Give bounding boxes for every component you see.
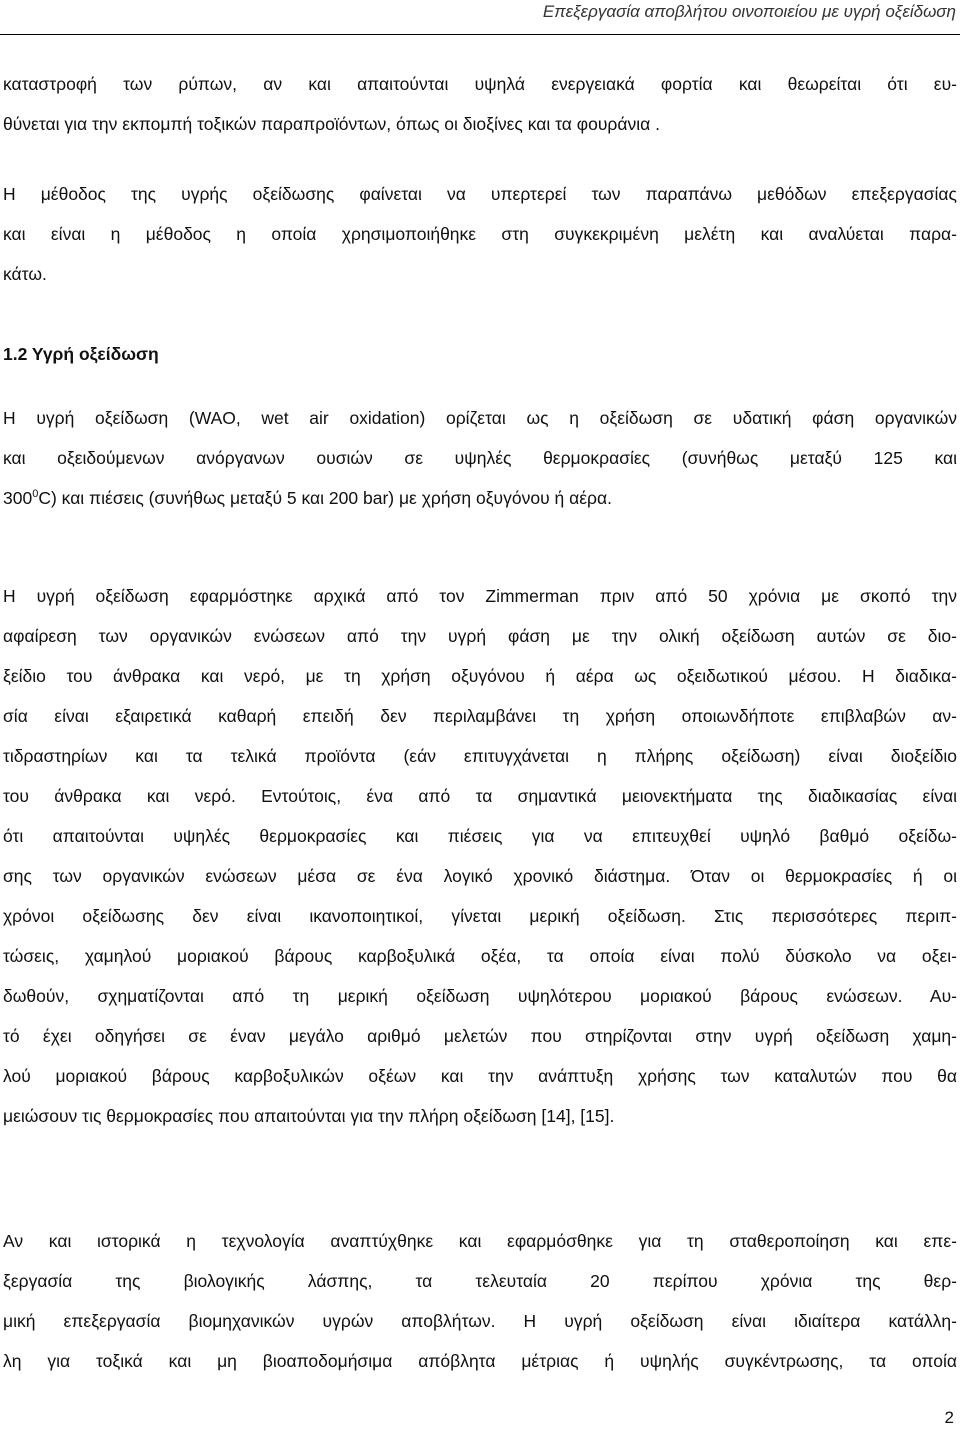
running-header: Επεξεργασία αποβλήτου οινοποιείου με υγρή οξείδωση [542, 2, 956, 21]
text-line: ξεργασία της βιολογικής λάσπης, τα τελευταία 20 περίπου χρόνια της θερ- [3, 1271, 957, 1291]
paragraph-definition [3, 398, 957, 518]
text-line: κάτω. [3, 264, 47, 284]
text-line: Αν και ιστορικά η τεχνολογία αναπτύχθηκε και εφαρμόσθηκε για τη σταθεροποίηση και επε- [3, 1231, 957, 1251]
text-line: τιδραστηρίων και τα τελικά προϊόντα (εάν επιτυγχάνεται η πλήρης οξείδωση) είναι διοξείδιο [3, 746, 957, 766]
text-line: τό έχει οδηγήσει σε έναν μεγάλο αριθμό μελετών που στηρίζονται στην υγρή οξείδωση χαμη- [3, 1026, 957, 1046]
text-fragment: C) και πιέσεις (συνήθως μεταξύ 5 και 200 bar) με χρήση οξυγόνου ή αέρα. [38, 488, 612, 508]
text-line: λη για τοξικά και μη βιοαποδομήσιμα απόβλητα μέτριας ή υψηλής συγκέντρωσης, τα οποία [3, 1351, 957, 1371]
text-line: καταστροφή των ρύπων, αν και απαιτούνται υψηλά ενεργειακά φορτία και θεωρείται ότι ευ- [3, 74, 957, 94]
text-line: σία είναι εξαιρετικά καθαρή επειδή δεν περιλαμβάνει τη χρήση οποιωνδήποτε επιβλαβών αν- [3, 706, 957, 726]
text-line: του άνθρακα και νερό. Εντούτοις, ένα από τα σημαντικά μειονεκτήματα της διαδικασίας είναι [3, 786, 957, 806]
paragraph-history [3, 576, 957, 1136]
text-line: ξείδιο του άνθρακα και νερό, με τη χρήση οξυγόνου ή αέρα ως οξειδωτικού μέσου. Η διαδικα- [3, 666, 957, 686]
text-line [3, 478, 957, 518]
text-line: Η μέθοδος της υγρής οξείδωσης φαίνεται να υπερτερεί των παραπάνω μεθόδων επεξεργασίας [3, 184, 957, 204]
section-heading: 1.2 Υγρή οξείδωση [3, 344, 159, 364]
text-line: θύνεται για την εκπομπή τοξικών παραπροϊόντων, όπως οι διοξίνες και τα φουράνια . [3, 114, 660, 134]
text-line: μική επεξεργασία βιομηχανικών υγρών αποβλήτων. Η υγρή οξείδωση είναι ιδιαίτερα κατάλλη- [3, 1311, 957, 1331]
header-rule [0, 34, 960, 35]
paragraph-method [3, 174, 957, 294]
text-line: ότι απαιτούνται υψηλές θερμοκρασίες και πιέσεις για να επιτευχθεί υψηλό βαθμό οξείδω- [3, 826, 957, 846]
text-line: αφαίρεση των οργανικών ενώσεων από την υγρή φάση με την ολική οξείδωση αυτών σε διο- [3, 626, 957, 646]
paragraph-continuation [3, 64, 957, 144]
page-number: 2 [944, 1408, 954, 1427]
text-line: μειώσουν τις θερμοκρασίες που απαιτούνται για την πλήρη οξείδωση [14], [15]. [3, 1106, 615, 1126]
text-line: τώσεις, χαμηλού μοριακού βάρους καρβοξυλικά οξέα, τα οποία είναι πολύ δύσκολο να οξει- [3, 946, 957, 966]
text-line: και είναι η μέθοδος η οποία χρησιμοποιήθηκε στη συγκεκριμένη μελέτη και αναλύεται παρα- [3, 224, 957, 244]
text-line: Η υγρή οξείδωση (WAO, wet air oxidation) ορίζεται ως η οξείδωση σε υδατική φάση οργανικών [3, 408, 957, 428]
degree-superscript: 0 [32, 488, 39, 500]
text-line: σης των οργανικών ενώσεων μέσα σε ένα λογικό χρονικό διάστημα. Όταν οι θερμοκρασίες ή οι [3, 866, 957, 886]
paragraph-applications [3, 1221, 957, 1381]
text-line: λού μοριακού βάρους καρβοξυλικών οξέων και την ανάπτυξη χρήσης των καταλυτών που θα [3, 1066, 957, 1086]
text-line: χρόνοι οξείδωσης δεν είναι ικανοποιητικοί, γίνεται μερική οξείδωση. Στις περισσότερες περιπ- [3, 906, 957, 926]
text-line: Η υγρή οξείδωση εφαρμόστηκε αρχικά από τον Zimmerman πριν από 50 χρόνια με σκοπό την [3, 586, 957, 606]
text-line: δωθούν, σχηματίζονται από τη μερική οξείδωση υψηλότερου μοριακού βάρους ενώσεων. Αυ- [3, 986, 957, 1006]
text-line: και οξειδούμενων ανόργανων ουσιών σε υψηλές θερμοκρασίες (συνήθως μεταξύ 125 και [3, 448, 957, 468]
temperature-value: 300 [3, 488, 33, 508]
